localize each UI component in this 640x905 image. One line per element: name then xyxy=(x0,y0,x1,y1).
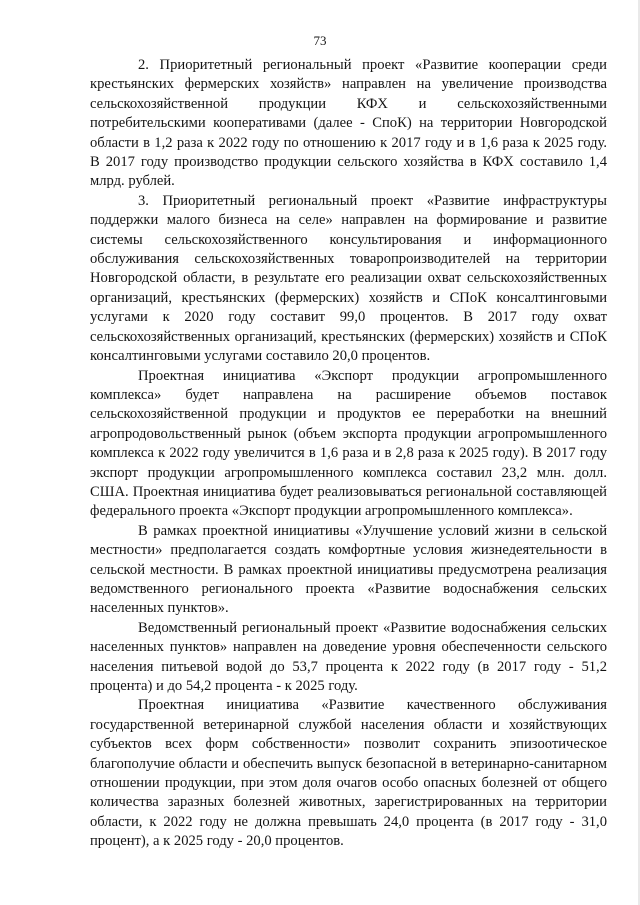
paragraph-cooperation-project: 2. Приоритетный региональный проект «Развитие кооперации среди крестьянских фермерских хозяйств» направлен на увеличение производства сельскохозяйственной продукции КФХ и сельскохозяйственными потребительскими кооперативами (далее - СпоК) на территории Новгородской области в 1,2 раза к 2022 году по отношению к 2017 году и в 1,6 раза к 2025 году. В 2017 году производство продукции сельского хозяйства в КФХ составило 1,4 млрд. рублей. xyxy=(90,57,607,190)
paragraph-rural-living-initiative: В рамках проектной инициативы «Улучшение условий жизни в сельской местности» предполагается создать комфортные условия жизнедеятельности в сельской местности. В рамках проектной инициативы предусмотрена реализация ведомственного регионального проекта «Развитие водоснабжения сельских населенных пунктов». xyxy=(90,522,607,617)
page-number: 73 xyxy=(313,33,327,48)
paragraph-infrastructure-project: 3. Приоритетный региональный проект «Развитие инфраструктуры поддержки малого бизнеса на селе» направлен на формирование и развитие системы сельскохозяйственного консультирования и информационного обслуживания сельскохозяйственных товаропроизводителей на территории Новгородской области, в результате его реализации охват сельскохозяйственных организаций, крестьянских (фермерских) хозяйств и СПоК консалтинговыми услугами к 2020 году составит 99,0 процентов. В 2017 году охват сельскохозяйственных организаций, крестьянских (фермерских) хозяйств и СПоК консалтинговыми услугами составило 20,0 процентов. xyxy=(90,192,607,365)
paragraph-export-initiative: Проектная инициатива «Экспорт продукции агропромышленного комплекса» будет направлена на расширение объемов поставок сельскохозяйственной продукции и продуктов ее переработки на внешний агропродовольственный рынок (объем экспорта продукции агропромышленного комплекса к 2022 году увеличится в 1,6 раза и в 2,8 раза к 2025 году). В 2017 году экспорт продукции агропромышленного комплекса составил 23,2 млн. долл. США. Проектная инициатива будет реализовываться региональной составляющей федерального проекта «Экспорт продукции агропромышленного комплекса». xyxy=(90,367,607,520)
paragraph-veterinary-initiative: Проектная инициатива «Развитие качественного обслуживания государственной ветеринарной службой населения области и хозяйствующих субъектов всех форм собственности» позволит сохранить эпизоотическое благополучие области и обеспечить выпуск безопасной в ветеринарно-санитарном отношении продукции, при этом доля очагов особо опасных болезней от общего количества заразных болезней животных, зарегистрированных на территории области, к 2022 году не должна превышать 24,0 процента (в 2017 году - 31,0 процент), а к 2025 году - 20,0 процентов. xyxy=(90,697,607,850)
document-body xyxy=(90,56,607,852)
paragraph-water-supply-project: Ведомственный региональный проект «Развитие водоснабжения сельских населенных пунктов» направлен на доведение уровня обеспеченности сельского населения питьевой водой до 53,7 процента к 2022 году (в 2017 году - 51,2 процента) и до 54,2 процента - к 2025 году. xyxy=(90,619,607,694)
